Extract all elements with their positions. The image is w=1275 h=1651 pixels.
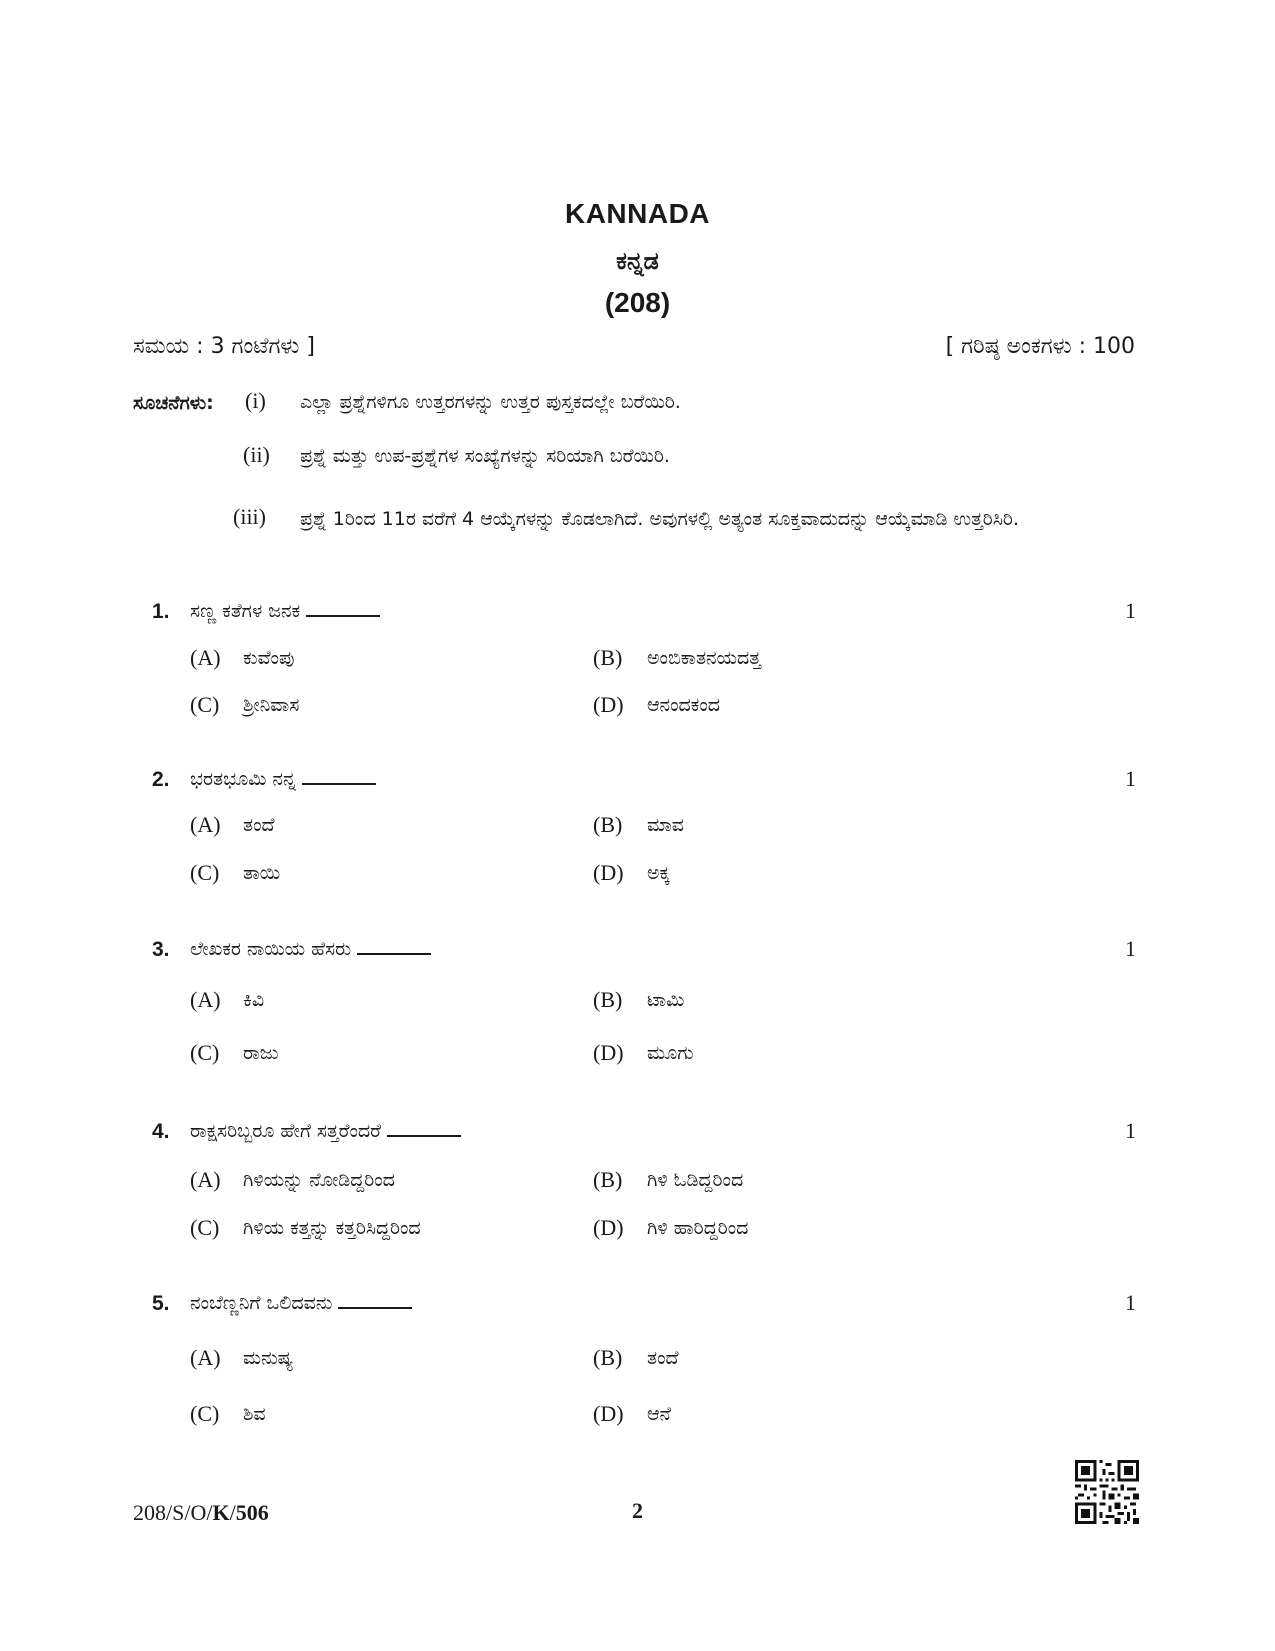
option-text: ಅಕ್ಕ <box>647 862 670 884</box>
paper-title-english: KANNADA <box>564 198 711 229</box>
option-letter: (C) <box>190 1401 220 1426</box>
question-text: ಲೇಖಕರ ನಾಯಿಯ ಹೆಸರು <box>190 938 431 960</box>
page-number: 2 <box>632 1498 643 1523</box>
option-text: ತಂದೆ <box>647 1347 679 1369</box>
question-text: ಭರತಭೂಮಿ ನನ್ನ <box>190 768 376 790</box>
option-text: ಮೂಗು <box>647 1042 694 1064</box>
question-number: 5. <box>152 1292 170 1315</box>
option-text: ಗಿಳಿಯನ್ನು ನೋಡಿದ್ದರಿಂದ <box>243 1169 395 1191</box>
option-text: ಟಾಮಿ <box>647 989 685 1011</box>
answer-blank <box>387 1135 461 1137</box>
question-number: 4. <box>152 1120 170 1143</box>
option-letter: (D) <box>593 1215 624 1240</box>
instruction-number: (ii) <box>243 442 270 467</box>
option-letter: (C) <box>190 692 220 717</box>
option-letter: (D) <box>593 692 624 717</box>
paper-subject-code: (208) <box>604 287 671 318</box>
instruction-text: ಪ್ರಶ್ನೆ 1ರಿಂದ 11ರ ವರೆಗೆ 4 ಆಯ್ಕೆಗಳನ್ನು ಕೊಡಲಾಗಿದೆ. ಅವುಗಳಲ್ಲಿ ಅತ್ಯಂತ ಸೂಕ್ತವಾದುದನ್ನು ಆಯ್ಕೆಮಾಡಿ ಉತ್ತರಿಸಿರಿ. <box>300 508 1019 530</box>
question-text: ಸಣ್ಣ ಕತೆಗಳ ಜನಕ <box>190 600 380 622</box>
option-letter: (A) <box>190 987 221 1012</box>
question-number: 1. <box>152 600 170 623</box>
question-number: 3. <box>152 938 170 961</box>
option-text: ಅಂಬಿಕಾತನಯದತ್ತ <box>647 647 761 669</box>
paper-code: 208/S/O/K/506 <box>133 1500 269 1525</box>
instruction-text: ಪ್ರಶ್ನೆ ಮತ್ತು ಉಪ-ಪ್ರಶ್ನೆಗಳ ಸಂಖ್ಯೆಗಳನ್ನು ಸರಿಯಾಗಿ ಬರೆಯಿರಿ. <box>300 445 670 467</box>
answer-blank <box>357 953 431 955</box>
option-letter: (A) <box>190 812 221 837</box>
question-text: ನಂಬೆಣ್ಣನಿಗೆ ಒಲಿದವನು <box>190 1292 412 1314</box>
paper-title-kannada: ಕನ್ನಡ <box>616 247 659 275</box>
instruction-number: (iii) <box>233 504 266 529</box>
option-text: ಗಿಳಿಯ ಕತ್ತನ್ನು ಕತ್ತರಿಸಿದ್ದರಿಂದ <box>243 1217 421 1239</box>
option-letter: (C) <box>190 860 220 885</box>
option-text: ರಾಜು <box>243 1042 279 1064</box>
option-text: ಶಿವ <box>243 1403 266 1425</box>
option-letter: (D) <box>593 1040 624 1065</box>
option-text: ಗಿಳಿ ಓಡಿದ್ದರಿಂದ <box>647 1169 744 1191</box>
option-text: ತಾಯಿ <box>243 862 281 884</box>
option-letter: (B) <box>593 1345 623 1370</box>
instructions-label: ಸೂಚನೆಗಳು: <box>133 392 214 414</box>
option-letter: (C) <box>190 1215 220 1240</box>
option-letter: (B) <box>593 987 623 1012</box>
option-letter: (A) <box>190 645 221 670</box>
option-text: ತಂದೆ <box>243 814 275 836</box>
option-text: ಶ್ರೀನಿವಾಸ <box>243 694 300 716</box>
option-letter: (B) <box>593 645 623 670</box>
option-letter: (C) <box>190 1040 220 1065</box>
answer-blank <box>306 615 380 617</box>
option-text: ಕಿವಿ <box>243 989 265 1011</box>
exam-duration: ಸಮಯ : 3 ಗಂಟೆಗಳು ] <box>133 334 315 359</box>
option-text: ಮಾವ <box>647 814 684 836</box>
question-marks: 1 <box>1125 1290 1136 1315</box>
option-letter: (B) <box>593 1167 623 1192</box>
option-text: ಆನಂದಕಂದ <box>647 694 721 716</box>
question-marks: 1 <box>1125 598 1136 623</box>
option-text: ಮನುಷ್ಯ <box>243 1347 294 1369</box>
question-number: 2. <box>152 768 170 791</box>
option-text: ಆನೆ <box>647 1403 671 1425</box>
max-marks: [ ಗರಿಷ್ಠ ಅಂಕಗಳು : 100 <box>945 334 1135 359</box>
question-text: ರಾಕ್ಷಸರಿಬ್ಬರೂ ಹೇಗೆ ಸತ್ತರೆಂದರೆ <box>190 1120 461 1142</box>
question-marks: 1 <box>1125 1118 1136 1143</box>
option-letter: (A) <box>190 1167 221 1192</box>
answer-blank <box>302 783 376 785</box>
option-letter: (B) <box>593 812 623 837</box>
question-marks: 1 <box>1125 766 1136 791</box>
instruction-text: ಎಲ್ಲಾ ಪ್ರಶ್ನೆಗಳಿಗೂ ಉತ್ತರಗಳನ್ನು ಉತ್ತರ ಪುಸ್ತಕದಲ್ಲೇ ಬರೆಯಿರಿ. <box>300 391 681 413</box>
option-letter: (A) <box>190 1345 221 1370</box>
instruction-number: (i) <box>245 388 266 413</box>
option-text: ಗಿಳಿ ಹಾರಿದ್ದರಿಂದ <box>647 1217 749 1239</box>
qr-code-icon <box>1075 1460 1139 1524</box>
answer-blank <box>338 1307 412 1309</box>
option-letter: (D) <box>593 860 624 885</box>
option-text: ಕುವೆಂಪು <box>243 647 295 669</box>
option-letter: (D) <box>593 1401 624 1426</box>
question-marks: 1 <box>1125 936 1136 961</box>
